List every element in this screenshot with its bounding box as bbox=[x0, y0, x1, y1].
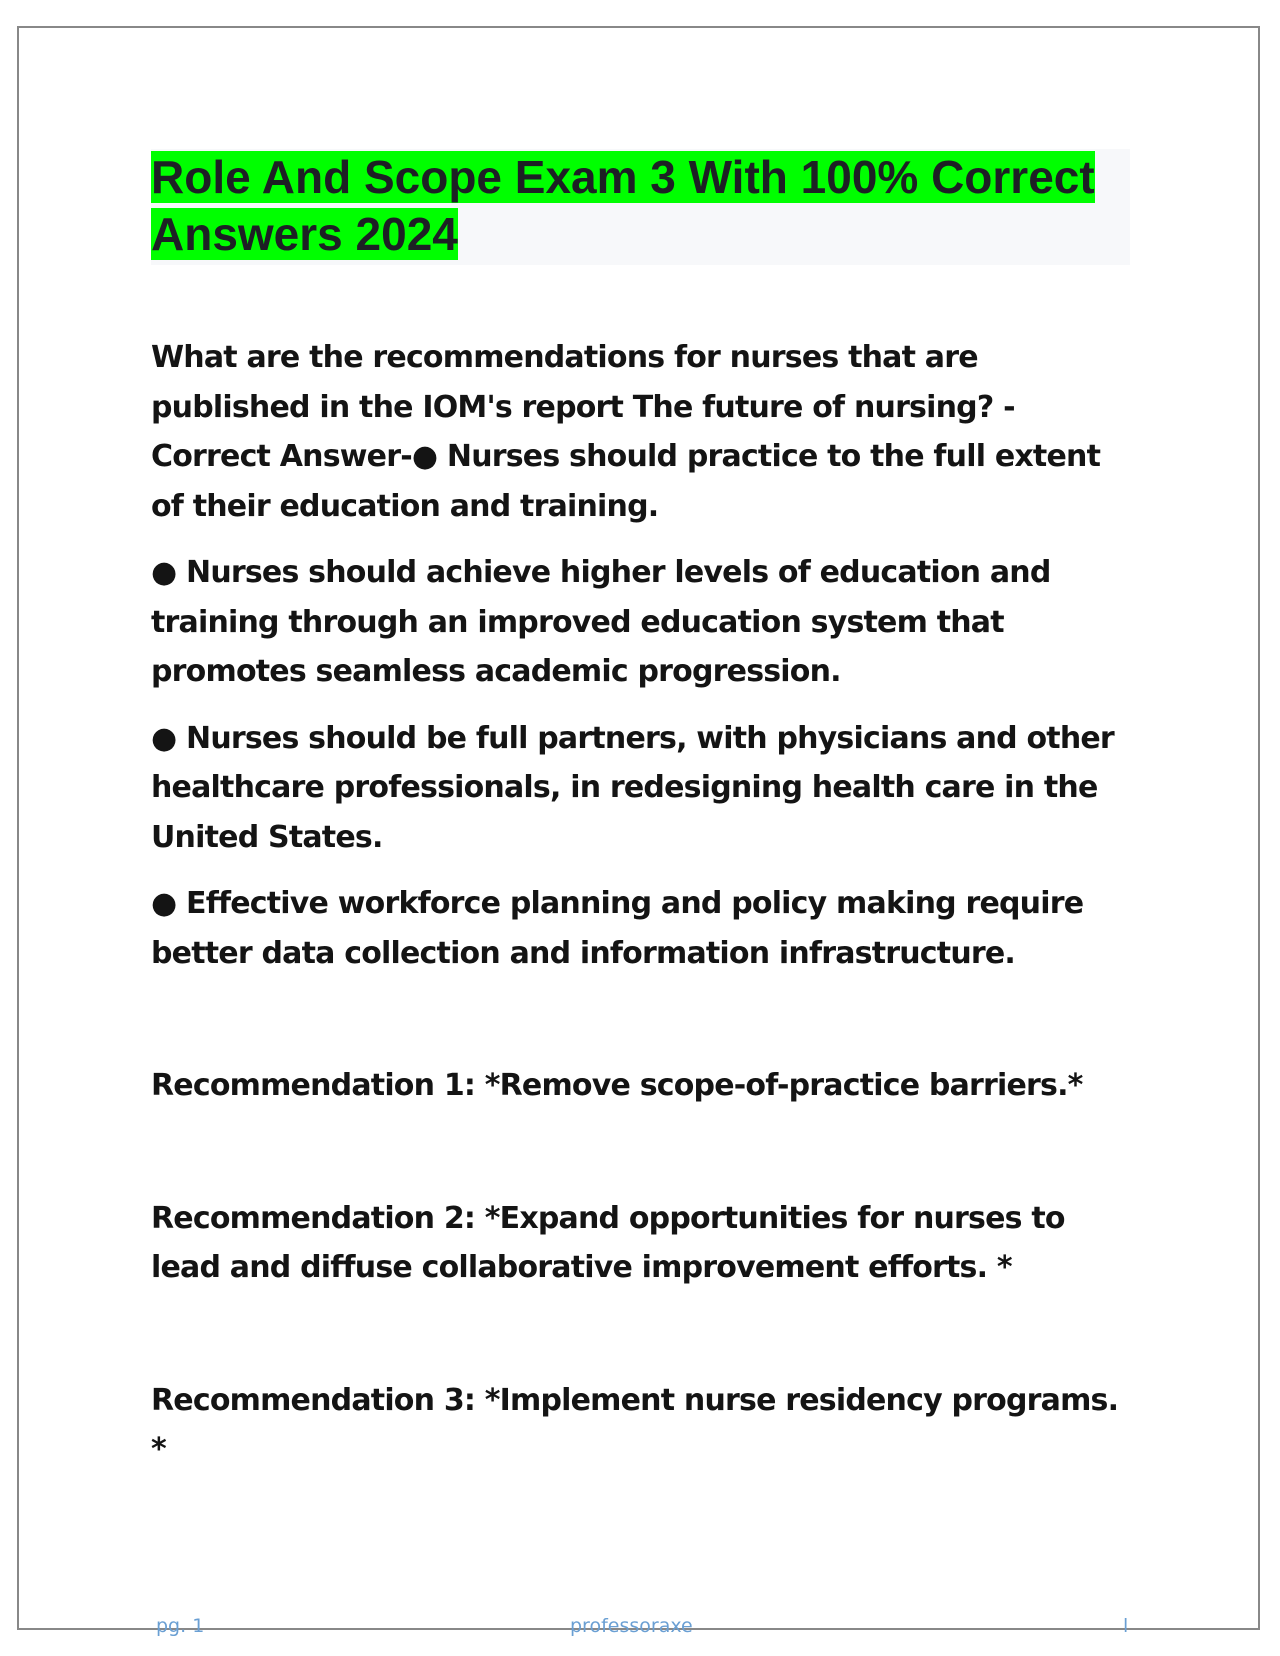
title-block bbox=[151, 149, 1130, 265]
title-highlight: Role And Scope Exam 3 With 100% Correct Answers 2024 bbox=[151, 151, 1095, 260]
page-number: pg. 1 bbox=[156, 1615, 205, 1637]
footer-author: professoraxe bbox=[570, 1615, 693, 1637]
bullet-item: ● Nurses should be full partners, with physicians and other healthcare professionals, in redesigning health care in the United States. bbox=[151, 720, 1114, 855]
recommendation-1: Recommendation 1: *Remove scope-of-practice barriers.* bbox=[151, 1068, 1083, 1103]
recommendation-2: Recommendation 2: *Expand opportunities for nurses to lead and diffuse collaborative improvement efforts. * bbox=[151, 1200, 1065, 1285]
footer-right-mark: l bbox=[1123, 1615, 1129, 1637]
recommendation-3: Recommendation 3: *Implement nurse residency programs. * bbox=[151, 1382, 1119, 1467]
document-body bbox=[151, 333, 1136, 1475]
bullet-item: ● Nurses should achieve higher levels of education and training through an improved education system that promotes seamless academic progression. bbox=[151, 555, 1051, 689]
question-paragraph: What are the recommendations for nurses that are published in the IOM's report The future of nursing? - Correct Answer-● Nurses should practice to the full extent of their education and training. bbox=[151, 340, 1101, 524]
page-footer bbox=[0, 1615, 1280, 1645]
bullet-item: ● Effective workforce planning and policy making require better data collection and information infrastructure. bbox=[151, 886, 1084, 971]
document-title bbox=[151, 149, 1130, 263]
